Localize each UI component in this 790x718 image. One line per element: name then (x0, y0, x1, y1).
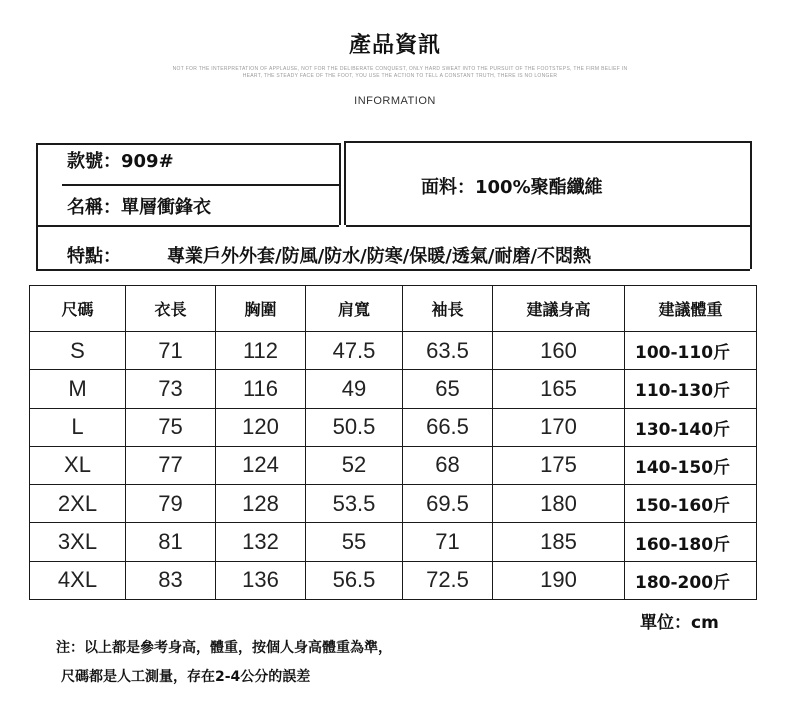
cell-sleeve: 72.5 (403, 561, 493, 599)
info-top-divider-right (346, 141, 750, 143)
info-mid-divider-right (346, 225, 750, 227)
cell-chest: 136 (216, 561, 306, 599)
cell-height: 180 (493, 485, 625, 523)
table-row (30, 485, 757, 523)
cell-size: S (30, 332, 126, 370)
cell-sleeve: 66.5 (403, 408, 493, 446)
fabric: 面料：100%聚酯纖維 (421, 177, 603, 198)
header-sleeve: 袖長 (403, 286, 493, 332)
cell-chest: 120 (216, 408, 306, 446)
cell-shoulder: 56.5 (306, 561, 403, 599)
header-shoulder: 肩寬 (306, 286, 403, 332)
info-name-divider (62, 184, 339, 186)
page-subtitle: INFORMATION (354, 95, 436, 107)
info-center-divider-b (344, 141, 346, 225)
table-row (30, 446, 757, 484)
cell-height: 165 (493, 370, 625, 408)
cell-size: 2XL (30, 485, 126, 523)
cell-length: 73 (126, 370, 216, 408)
cell-height: 170 (493, 408, 625, 446)
unit-label: 單位：cm (640, 613, 719, 633)
table-header-row (30, 286, 757, 332)
cell-chest: 116 (216, 370, 306, 408)
cell-length: 75 (126, 408, 216, 446)
cell-sleeve: 71 (403, 523, 493, 561)
cell-size: L (30, 408, 126, 446)
size-chart-table (29, 285, 757, 600)
cell-length: 79 (126, 485, 216, 523)
cell-length: 77 (126, 446, 216, 484)
cell-chest: 128 (216, 485, 306, 523)
cell-weight: 180-200斤 (625, 561, 757, 599)
cell-chest: 132 (216, 523, 306, 561)
cell-shoulder: 50.5 (306, 408, 403, 446)
header-length: 衣長 (126, 286, 216, 332)
features-text: 專業戶外外套/防風/防水/防寒/保暖/透氣/耐磨/不悶熱 (167, 246, 592, 267)
cell-size: M (30, 370, 126, 408)
cell-shoulder: 49 (306, 370, 403, 408)
table-row (30, 561, 757, 599)
header-size: 尺碼 (30, 286, 126, 332)
table-row (30, 408, 757, 446)
cell-chest: 112 (216, 332, 306, 370)
cell-height: 190 (493, 561, 625, 599)
cell-height: 185 (493, 523, 625, 561)
table-row (30, 370, 757, 408)
cell-sleeve: 63.5 (403, 332, 493, 370)
cell-shoulder: 47.5 (306, 332, 403, 370)
info-mid-divider-left (36, 225, 339, 227)
cell-length: 83 (126, 561, 216, 599)
info-left-border (36, 143, 38, 269)
tagline (130, 66, 670, 80)
info-center-divider-a (339, 143, 341, 225)
tagline-line-2: HEART, THE STEADY FACE OF THE FOOT, YOU USE THE ACTION TO TELL A CONSTANT TRUTH, THERE IS NO LONGER (242, 73, 558, 79)
cell-weight: 130-140斤 (625, 408, 757, 446)
product-name: 名稱：單層衝鋒衣 (67, 197, 211, 218)
cell-length: 81 (126, 523, 216, 561)
table-row (30, 332, 757, 370)
info-right-border (750, 141, 752, 269)
note-line-2: 尺碼都是人工測量，存在2-4公分的誤差 (61, 669, 311, 685)
cell-height: 175 (493, 446, 625, 484)
cell-sleeve: 65 (403, 370, 493, 408)
cell-sleeve: 68 (403, 446, 493, 484)
tagline-line-1: NOT FOR THE INTERPRETATION OF APPLAUSE, NOT FOR THE DELIBERATE CONQUEST, ONLY HARD SWEAT INTO THE PURSUIT OF THE FOOTSTEPS, THE FIRM BELIEF IN (172, 66, 628, 72)
cell-weight: 160-180斤 (625, 523, 757, 561)
cell-chest: 124 (216, 446, 306, 484)
cell-height: 160 (493, 332, 625, 370)
table-row (30, 523, 757, 561)
header-height: 建議身高 (493, 286, 625, 332)
cell-shoulder: 55 (306, 523, 403, 561)
features-label: 特點： (67, 246, 121, 267)
cell-size: 3XL (30, 523, 126, 561)
cell-shoulder: 53.5 (306, 485, 403, 523)
cell-weight: 140-150斤 (625, 446, 757, 484)
cell-weight: 100-110斤 (625, 332, 757, 370)
cell-length: 71 (126, 332, 216, 370)
info-top-divider-left (36, 143, 339, 145)
style-number: 款號：909# (67, 151, 174, 172)
header-weight: 建議體重 (625, 286, 757, 332)
page-title: 產品資訊 (348, 33, 441, 58)
cell-weight: 150-160斤 (625, 485, 757, 523)
cell-size: 4XL (30, 561, 126, 599)
info-bottom-divider (36, 269, 750, 271)
cell-size: XL (30, 446, 126, 484)
note-line-1: 注：以上都是參考身高，體重，按個人身高體重為準， (56, 640, 392, 656)
header-chest: 胸圍 (216, 286, 306, 332)
cell-shoulder: 52 (306, 446, 403, 484)
cell-sleeve: 69.5 (403, 485, 493, 523)
cell-weight: 110-130斤 (625, 370, 757, 408)
